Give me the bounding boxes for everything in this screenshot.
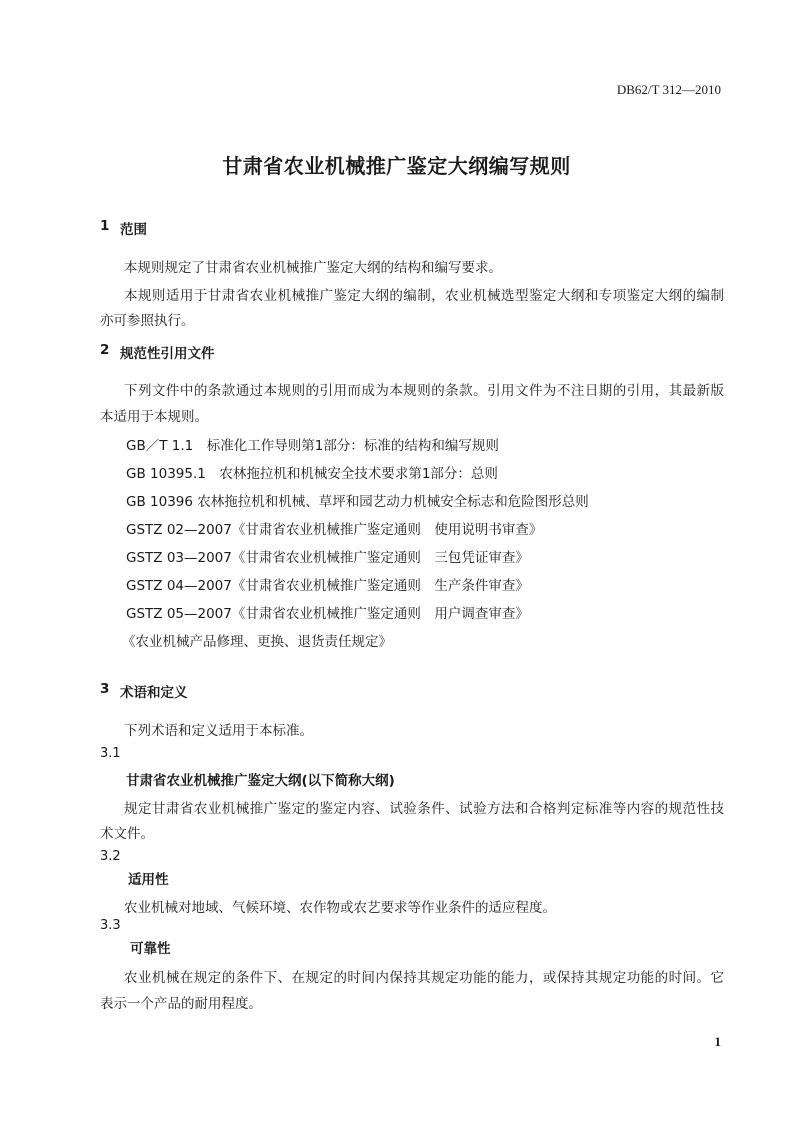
term-number: 3.1	[100, 746, 121, 761]
reference-item: GB／T 1.1 标准化工作导则第1部分：标准的结构和编写规则	[126, 438, 499, 454]
term-definition-line-1: 农业机械对地域、气候环境、农作物或农艺要求等作业条件的适应程度。	[124, 900, 556, 916]
section-2-number: 2	[100, 342, 110, 358]
section-2-intro-line-2: 本适用于本规则。	[100, 409, 208, 425]
term-definition-line-2: 术文件。	[100, 826, 154, 842]
section-1-paragraph-2-line-2: 亦可参照执行。	[100, 313, 195, 329]
section-3-number: 3	[100, 681, 110, 697]
term-definition-line-1: 农业机械在规定的条件下、在规定的时间内保持其规定功能的能力，或保持其规定功能的时间。它	[124, 970, 724, 986]
term-number: 3.2	[100, 849, 121, 864]
reference-item: GSTZ 04—2007《甘肃省农业机械推广鉴定通则 生产条件审查》	[126, 578, 529, 594]
section-1-number: 1	[100, 218, 110, 234]
section-3-intro: 下列术语和定义适用于本标准。	[124, 723, 313, 739]
term-name: 甘肃省农业机械推广鉴定大纲(以下简称大纲)	[126, 773, 395, 789]
term-definition-line-2: 表示一个产品的耐用程度。	[100, 996, 262, 1012]
term-number: 3.3	[100, 918, 121, 933]
term-name: 可靠性	[130, 941, 171, 957]
reference-item: GB 10396 农林拖拉机和机械、草坪和园艺动力机械安全标志和危险图形总则	[126, 494, 589, 510]
term-name: 适用性	[128, 872, 169, 888]
reference-item: 《农业机械产品修理、更换、退货责任规定》	[122, 634, 392, 650]
reference-item: GSTZ 03—2007《甘肃省农业机械推广鉴定通则 三包凭证审查》	[126, 550, 529, 566]
reference-item: GB 10395.1 农林拖拉机和机械安全技术要求第1部分：总则	[126, 466, 498, 482]
reference-item: GSTZ 02—2007《甘肃省农业机械推广鉴定通则 使用说明书审查》	[126, 522, 543, 538]
section-3-heading: 术语和定义	[120, 685, 188, 701]
document-code: DB62/T 312—2010	[616, 82, 721, 97]
section-2-intro-line-1: 下列文件中的条款通过本规则的引用而成为本规则的条款。引用文件为不注日期的引用，其最新版	[124, 383, 724, 399]
section-1-heading: 范围	[120, 222, 147, 238]
section-1-paragraph-1: 本规则规定了甘肃省农业机械推广鉴定大纲的结构和编写要求。	[124, 260, 502, 276]
section-1-paragraph-2-line-1: 本规则适用于甘肃省农业机械推广鉴定大纲的编制，农业机械选型鉴定大纲和专项鉴定大纲的编制	[124, 288, 724, 304]
term-definition-line-1: 规定甘肃省农业机械推广鉴定的鉴定内容、试验条件、试验方法和合格判定标准等内容的规范性技	[124, 801, 724, 817]
section-2-heading: 规范性引用文件	[120, 346, 215, 362]
page-number: 1	[714, 1034, 721, 1049]
reference-item: GSTZ 05—2007《甘肃省农业机械推广鉴定通则 用户调查审查》	[126, 606, 529, 622]
page-title: 甘肃省农业机械推广鉴定大纲编写规则	[222, 154, 571, 178]
